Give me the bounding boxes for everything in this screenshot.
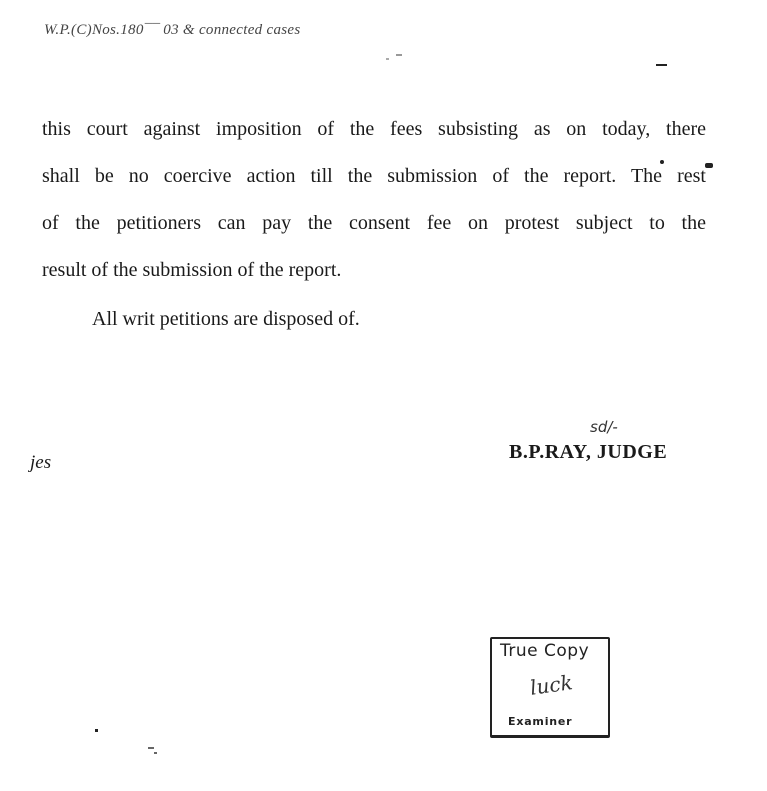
true-copy-stamp	[486, 635, 608, 737]
scan-speck	[95, 729, 98, 732]
scan-speck	[705, 163, 713, 168]
paragraph-line-1: this court against imposition of the fees subsisting as on today, there	[42, 118, 706, 140]
stamp-title: True Copy	[500, 641, 590, 661]
paragraph-line-2: shall be no coercive action till the submission of the report. The rest	[42, 165, 706, 187]
scan-speck	[148, 747, 154, 749]
paragraph-line-4: result of the submission of the report.	[42, 259, 342, 281]
scan-speck	[386, 58, 389, 60]
scan-speck	[396, 54, 402, 56]
scan-speck	[656, 64, 667, 66]
paragraph-line-3: of the petitioners can pay the consent fee on protest subject to the	[42, 212, 706, 234]
stamp-footer: Examiner	[508, 715, 573, 728]
signature-mark: sd/-	[590, 418, 618, 436]
scan-speck	[154, 752, 157, 754]
disposal-statement: All writ petitions are disposed of.	[92, 308, 360, 330]
scan-speck	[660, 160, 664, 164]
case-reference-header: W.P.(C)Nos.180¯¯ 03 & connected cases	[44, 22, 301, 38]
typist-initials: jes	[30, 452, 52, 473]
judge-name: B.P.RAY, JUDGE	[509, 441, 668, 463]
stamp-signature: luck	[528, 670, 575, 700]
